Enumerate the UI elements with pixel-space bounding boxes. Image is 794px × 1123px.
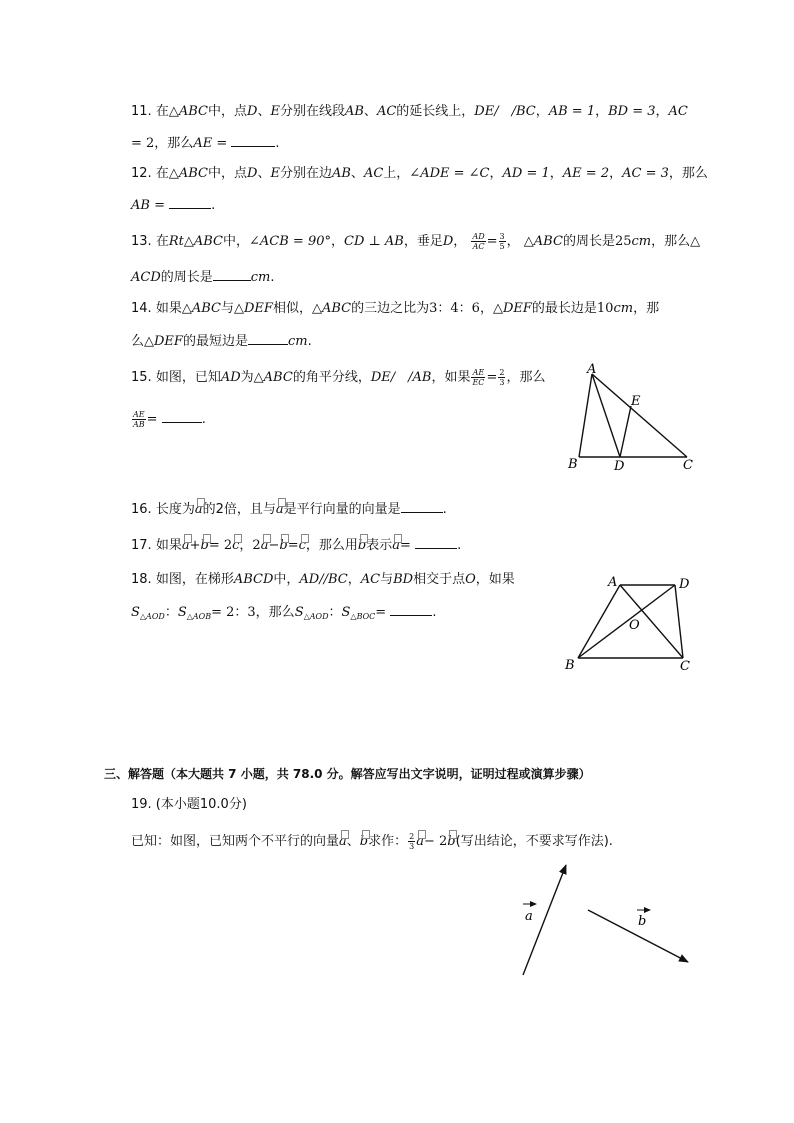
vector-b: b — [200, 538, 209, 553]
label-a: A — [608, 575, 618, 590]
question-number: 17. — [131, 538, 152, 553]
vector-c: c — [298, 538, 306, 553]
vector-a: a — [416, 834, 424, 849]
vector-c: c — [232, 538, 240, 553]
q19-vectors-figure — [510, 858, 700, 983]
question-number: 15. — [131, 370, 152, 385]
label-c: C — [683, 458, 693, 473]
segment-de — [620, 406, 631, 457]
fraction: $\frac{2}{3}$ — [409, 832, 415, 851]
answer-blank[interactable] — [390, 603, 432, 616]
vector-a: a — [339, 834, 347, 849]
q13-line1: 13. 在Rt△ABC中，∠ACB = 90°，CD ⊥ AB，垂足D， $\frac{AD}{AC}$ = $\frac{3}{5}$ ， △ABC的周长是25cm，那么△ — [131, 232, 701, 251]
q19-line: 已知：如图，已知两个不平行的向量a、b求作： $\frac{2}{3}$ a− 2b(写出结论，不要求写作法). — [131, 832, 613, 851]
vector-b: b — [279, 538, 288, 553]
q18-trapezoid-figure — [560, 572, 700, 677]
q11-line1: 11. 在△ABC中，点D、E分别在线段AB、AC的延长线上，DE/ /BC，AB = 1，BD = 3，AC — [131, 104, 688, 119]
answer-blank[interactable] — [401, 500, 443, 513]
q18-line2: $S_{\triangle AOD}$：$S_{\triangle AOB}= 2$：3，那么$S_{\triangle AOD}$：$S_{\triangle BOC}=$ . — [131, 605, 437, 621]
q12-line1: 12. 在△ABC中，点D、E分别在边AB、AC上，∠ADE = ∠C，AD = 1，AE = 2，AC = 3，那么 — [131, 166, 708, 181]
side-ab — [579, 374, 592, 457]
label-e: E — [631, 394, 641, 409]
q14-line1: 14. 如果△ABC与△DEF相似，△ABC的三边之比为3：4：6，△DEF的最长边是10cm，那 — [131, 301, 660, 316]
question-number: 13. — [131, 234, 152, 249]
vector-b: b — [447, 834, 456, 849]
question-number: 14. — [131, 301, 152, 316]
fraction: $\frac{AE}{EC}$ — [472, 368, 485, 387]
side-dc — [675, 585, 683, 658]
q13-line2: ACD的周长是 cm. — [131, 270, 275, 285]
q15-line1: 15. 如图，已知AD为△ABC的角平分线，DE/ /AB，如果 $\frac{AE}{EC}$ = $\frac{2}{3}$ ，那么 — [131, 368, 546, 387]
label-d: D — [614, 459, 625, 474]
vector-b: b — [357, 538, 367, 553]
q15-line2: $\frac{AE}{AB}$ = . — [133, 410, 206, 429]
label-b: B — [568, 457, 578, 472]
vector-a: a — [260, 538, 269, 553]
question-number: 12. — [131, 166, 152, 181]
question-number: 16. — [131, 502, 152, 517]
answer-blank[interactable] — [231, 134, 275, 147]
answer-blank[interactable] — [169, 196, 211, 209]
side-ab — [578, 585, 620, 658]
q18-line1: 18. 如图，在梯形ABCD中，AD//BC，AC与BD相交于点O，如果 — [131, 572, 515, 587]
q16-line: 16. 长度为a的2倍，且与a是平行向量的向量是 . — [131, 502, 447, 517]
label-c: C — [680, 659, 690, 674]
q15-triangle-figure — [560, 360, 700, 480]
label-b: B — [565, 658, 575, 673]
fraction: $\frac{2}{3}$ — [499, 368, 505, 387]
vector-b: b — [359, 834, 369, 849]
vector-a: a — [194, 502, 203, 517]
q14-line2: 么△DEF的最短边是 cm. — [131, 334, 312, 349]
vector-a: a — [275, 502, 284, 517]
q19-header: 19. (本小题10.0分) — [131, 797, 247, 812]
label-o: O — [629, 618, 640, 633]
q17-line: 17. 如果a+b= 2c，2a−b=c，那么用b表示a= . — [131, 538, 462, 553]
fraction: $\frac{AD}{AC}$ — [472, 232, 485, 251]
fraction: $\frac{AE}{AB}$ — [133, 410, 145, 429]
q11-line2: = 2，那么AE = . — [131, 136, 280, 151]
question-number: 18. — [131, 572, 152, 587]
label-d: D — [679, 577, 690, 592]
q12-line2: AB = . — [131, 198, 216, 213]
diagonal-bd — [578, 585, 675, 658]
vector-a: a — [392, 538, 401, 553]
label-a: A — [587, 362, 597, 377]
answer-blank[interactable] — [415, 536, 457, 549]
answer-blank[interactable] — [213, 268, 251, 281]
fraction: $\frac{3}{5}$ — [499, 232, 505, 251]
answer-blank[interactable] — [162, 410, 202, 423]
vector-a: a — [181, 538, 190, 553]
question-number: 11. — [131, 104, 152, 119]
section-title: 三、解答题（本大题共 7 小题，共 78.0 分。解答应写出文字说明，证明过程或演算步骤） — [104, 767, 591, 781]
vector-a-label: a — [525, 909, 533, 924]
answer-blank[interactable] — [248, 332, 288, 345]
vector-b-label: b — [638, 914, 647, 929]
